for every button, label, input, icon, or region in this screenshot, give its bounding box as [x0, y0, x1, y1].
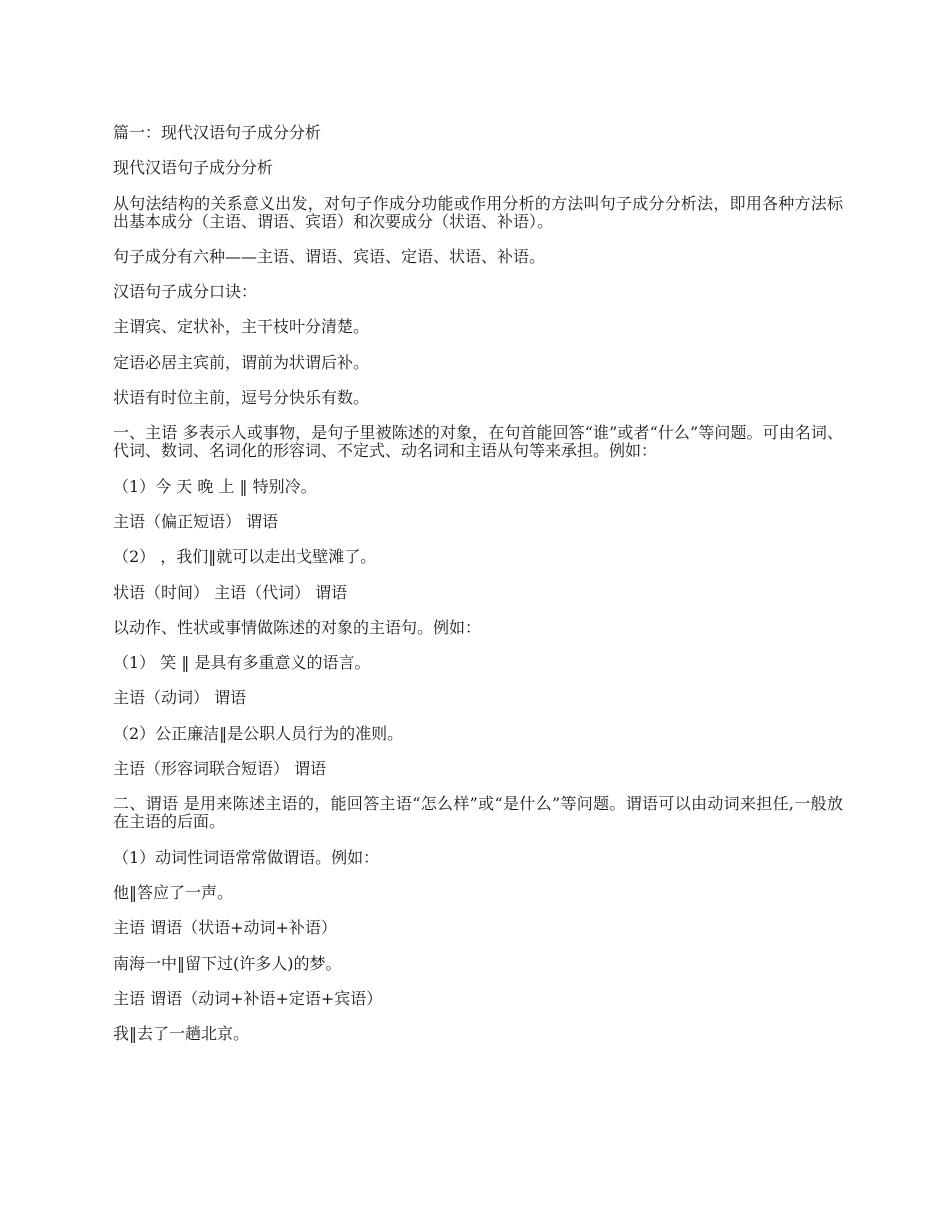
document-title: 现代汉语句子成分分析 [113, 158, 274, 178]
example-line: （1） 笑 ‖ 是具有多重意义的语言。 [113, 653, 371, 673]
paragraph: 一、主语 多表示人或事物，是句子里被陈述的对象，在句首能回答“谁”或者“什么”等问题。可由名词、代词、数词、名词化的形容词、不定式、动名词和主语从句等来承担。例如： [113, 423, 843, 461]
paragraph: 句子成分有六种——主语、谓语、宾语、定语、状语、补语。 [113, 246, 546, 266]
example-annotation: 主语 谓语（状语+动词+补语） [113, 918, 337, 938]
mnemonic-line: 定语必居主宾前，谓前为状谓后补。 [113, 352, 370, 372]
example-annotation: 主语（动词） 谓语 [113, 688, 247, 708]
example-annotation: 主语 谓语（动词+补语+定语+宾语） [113, 988, 383, 1008]
example-line: 南海一中‖留下过(许多人)的梦。 [113, 953, 342, 973]
example-line: 他‖答应了一声。 [113, 882, 234, 902]
mnemonic-line: 主谓宾、定状补，主干枝叶分清楚。 [113, 317, 370, 337]
example-annotation: 主语（偏正短语） 谓语 [113, 511, 279, 531]
example-line: （1）今 天 晚 上 ‖ 特别冷。 [113, 476, 317, 496]
example-annotation: 状语（时间） 主语（代词） 谓语 [113, 582, 348, 602]
example-line: 我‖去了一趟北京。 [113, 1024, 250, 1044]
paragraph: 以动作、性状或事情做陈述的对象的主语句。例如： [113, 617, 482, 637]
example-line: （2） ，我们‖就可以走出戈壁滩了。 [113, 547, 377, 567]
document-page [113, 124, 843, 1060]
paragraph: 从句法结构的关系意义出发，对句子作成分功能或作用分析的方法叫句子成分分析法，即用各种方法标出基本成分（主语、谓语、宾语）和次要成分（状语、补语）。 [113, 193, 843, 231]
example-annotation: 主语（形容词联合短语） 谓语 [113, 759, 327, 779]
paragraph: （1）动词性词语常常做谓语。例如： [113, 847, 380, 867]
example-line: （2）公正廉洁‖是公职人员行为的准则。 [113, 723, 404, 743]
mnemonic-line: 状语有时位主前，逗号分快乐有数。 [113, 388, 370, 408]
section-heading: 篇一：现代汉语句子成分分析 [113, 123, 322, 142]
paragraph: 二、谓语 是用来陈述主语的，能回答主语“怎么样”或“是什么”等问题。谓语可以由动词来担任,一般放在主语的后面。 [113, 794, 843, 832]
paragraph: 汉语句子成分口诀： [113, 282, 258, 302]
